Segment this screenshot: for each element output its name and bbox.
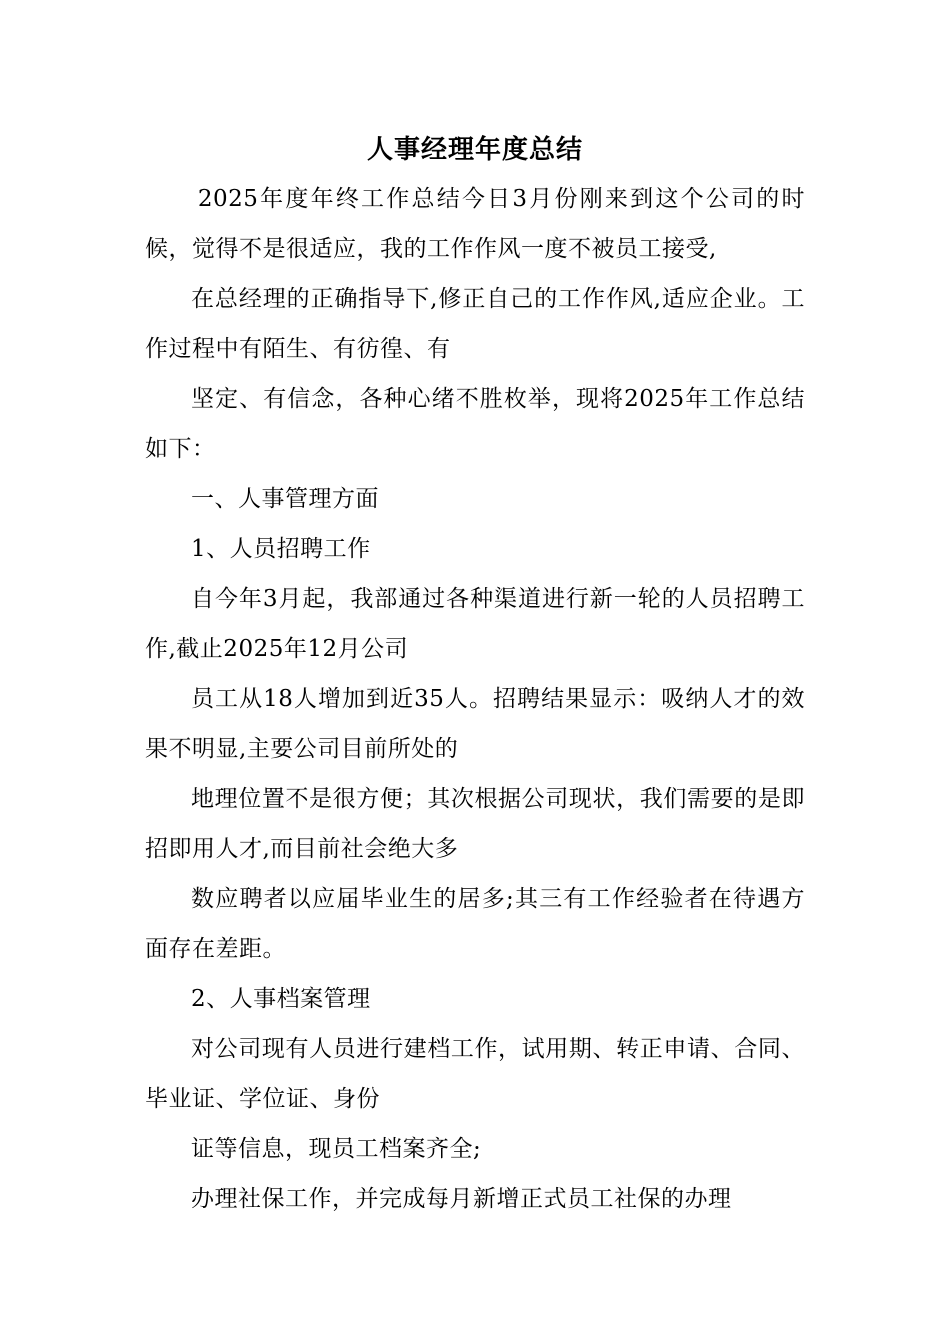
paragraph-1: 2025年度年终工作总结今日3月份刚来到这个公司的时候，觉得不是很适应，我的工作作风一度不被员工接受, bbox=[145, 186, 805, 262]
document-title: 人事经理年度总结 bbox=[366, 135, 583, 165]
paragraph-11: 对公司现有人员进行建档工作，试用期、转正申请、合同、毕业证、学位证、身份 bbox=[145, 1036, 805, 1112]
paragraph-8: 地理位置不是很方便；其次根据公司现状，我们需要的是即招即用人才,而目前社会绝大多 bbox=[145, 786, 805, 862]
subsection-heading-archives: 2、人事档案管理 bbox=[191, 986, 371, 1012]
paragraph-3: 坚定、有信念，各种心绪不胜枚举，现将2025年工作总结如下： bbox=[145, 386, 805, 462]
section-heading-hr: 一、人事管理方面 bbox=[191, 486, 379, 512]
paragraph-9: 数应聘者以应届毕业生的居多;其三有工作经验者在待遇方面存在差距。 bbox=[145, 886, 805, 962]
paragraph-2: 在总经理的正确指导下,修正自己的工作作风,适应企业。工作过程中有陌生、有彷徨、有 bbox=[145, 286, 805, 362]
paragraph-12: 证等信息，现员工档案齐全; bbox=[191, 1136, 482, 1162]
document-page bbox=[145, 128, 805, 1224]
paragraph-6: 自今年3月起，我部通过各种渠道进行新一轮的人员招聘工作,截止2025年12月公司 bbox=[145, 586, 805, 662]
paragraph-7: 员工从18人增加到近35人。招聘结果显示：吸纳人才的效果不明显,主要公司目前所处的 bbox=[145, 686, 805, 762]
paragraph-13: 办理社保工作，并完成每月新增正式员工社保的办理 bbox=[191, 1186, 732, 1212]
subsection-heading-recruitment: 1、人员招聘工作 bbox=[191, 536, 371, 562]
